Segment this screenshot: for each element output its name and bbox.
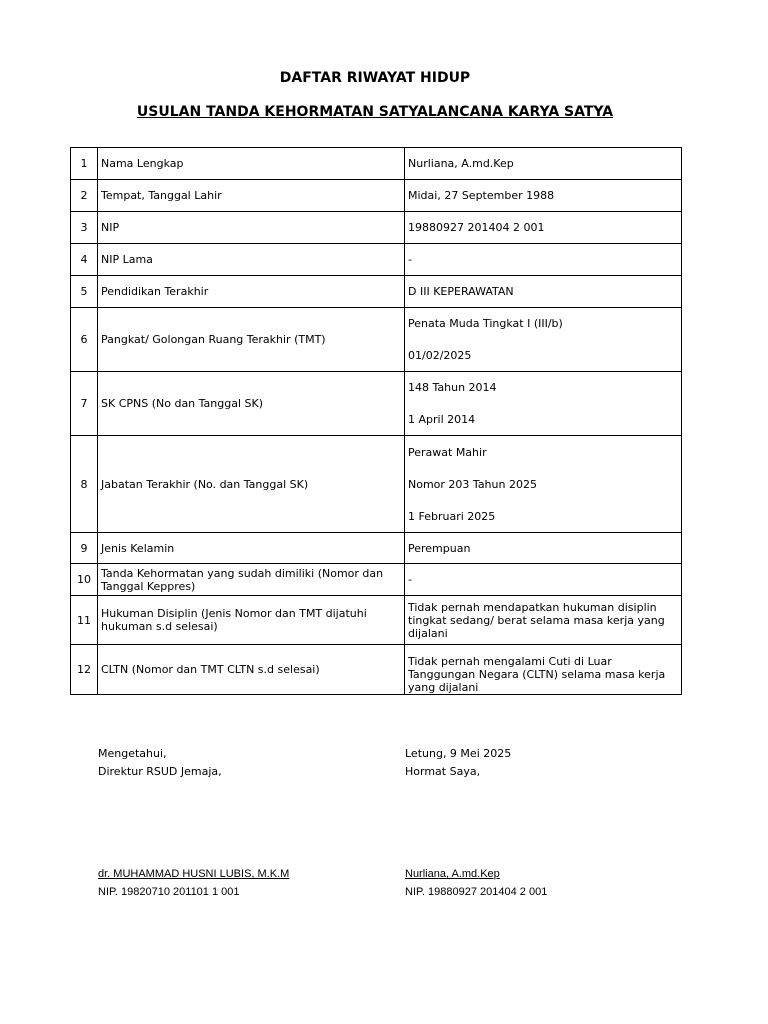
table-row: [71, 533, 682, 564]
row-value: Perempuan: [405, 533, 682, 564]
row-label: Pendidikan Terakhir: [98, 276, 405, 308]
row-value: Midai, 27 September 1988: [405, 180, 682, 212]
table-row: [71, 436, 682, 533]
row-value-line: 01/02/2025: [408, 349, 472, 362]
row-label: CLTN (Nomor dan TMT CLTN s.d selesai): [98, 645, 405, 695]
left-signatory-name: dr. MUHAMMAD HUSNI LUBIS, M.K.M: [98, 868, 290, 880]
row-value-line: 148 Tahun 2014: [408, 381, 497, 394]
row-label: Pangkat/ Golongan Ruang Terakhir (TMT): [98, 308, 405, 372]
row-label: Jabatan Terakhir (No. dan Tanggal SK): [98, 436, 405, 533]
row-value: Tidak pernah mengalami Cuti di Luar Tanggungan Negara (CLTN) selama masa kerja yang dijalani: [405, 645, 682, 695]
row-label: Tempat, Tanggal Lahir: [98, 180, 405, 212]
row-label: Hukuman Disiplin (Jenis Nomor dan TMT dijatuhi hukuman s.d selesai): [98, 596, 405, 645]
row-number: 3: [71, 212, 98, 244]
row-value-line: 1 Februari 2025: [408, 509, 496, 523]
row-label: Nama Lengkap: [98, 148, 405, 180]
row-number: 2: [71, 180, 98, 212]
row-number: 7: [71, 372, 98, 436]
row-value: D III KEPERAWATAN: [405, 276, 682, 308]
row-label: NIP: [98, 212, 405, 244]
left-position: Direktur RSUD Jemaja,: [98, 765, 222, 778]
row-label: Tanda Kehormatan yang sudah dimiliki (Nomor dan Tanggal Keppres): [98, 564, 405, 596]
row-value-line: Perawat Mahir: [408, 445, 487, 459]
row-value: [405, 308, 682, 372]
table-row: [71, 596, 682, 645]
row-label: NIP Lama: [98, 244, 405, 276]
row-number: 10: [71, 564, 98, 596]
table-row: [71, 308, 682, 372]
row-number: 4: [71, 244, 98, 276]
table-row: [71, 148, 682, 180]
table-row: [71, 212, 682, 244]
row-number: 12: [71, 645, 98, 695]
table-row: [71, 180, 682, 212]
row-value-line: Penata Muda Tingkat I (III/b): [408, 317, 563, 330]
table-row: [71, 276, 682, 308]
table-row: [71, 564, 682, 596]
table-row: [71, 372, 682, 436]
left-greeting: Mengetahui,: [98, 747, 167, 760]
row-value: 19880927 201404 2 001: [405, 212, 682, 244]
row-value: Nurliana, A.md.Kep: [405, 148, 682, 180]
row-label: Jenis Kelamin: [98, 533, 405, 564]
right-place-date: Letung, 9 Mei 2025: [405, 747, 512, 760]
row-number: 11: [71, 596, 98, 645]
right-signatory-nip: NIP. 19880927 201404 2 001: [405, 886, 548, 898]
document-subtitle: USULAN TANDA KEHORMATAN SATYALANCANA KARYA SATYA: [136, 104, 614, 120]
row-value: [405, 372, 682, 436]
row-number: 9: [71, 533, 98, 564]
row-number: 5: [71, 276, 98, 308]
row-value: Tidak pernah mendapatkan hukuman disiplin tingkat sedang/ berat selama masa kerja yang dijalani: [405, 596, 682, 645]
riwayat-table: [70, 147, 682, 695]
row-number: 1: [71, 148, 98, 180]
table-row: [71, 645, 682, 695]
table-row: [71, 244, 682, 276]
left-signatory-nip: NIP. 19820710 201101 1 001: [98, 886, 240, 898]
row-value: -: [405, 564, 682, 596]
row-value-line: 1 April 2014: [408, 413, 476, 426]
row-value: [405, 436, 682, 533]
row-number: 8: [71, 436, 98, 533]
row-number: 6: [71, 308, 98, 372]
right-closing: Hormat Saya,: [405, 765, 481, 778]
document-title: DAFTAR RIWAYAT HIDUP: [279, 70, 471, 86]
row-label: SK CPNS (No dan Tanggal SK): [98, 372, 405, 436]
right-signatory-name: Nurliana, A.md.Kep: [405, 868, 500, 880]
row-value-line: Nomor 203 Tahun 2025: [408, 477, 537, 491]
row-value: -: [405, 244, 682, 276]
